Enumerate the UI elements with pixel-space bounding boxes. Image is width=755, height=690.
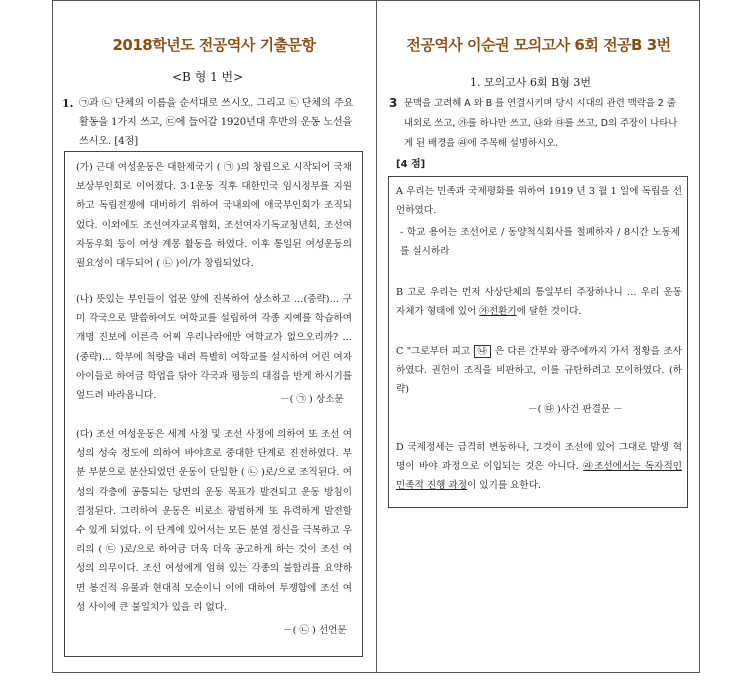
left-source-da: －( ㉡ ) 선언문 [283, 625, 347, 636]
right-passage-d-text: D 국제정세는 급격히 변동하나, 그것이 조선에 있어 그대로 발생 혁명이 바야 과정으로 이입되는 것은 아니다. [396, 442, 682, 473]
right-passage-b-end: 에 달한 것이다. [516, 306, 582, 318]
left-source-na: －( ㉠ ) 상소문 [280, 394, 344, 405]
right-panel-title: 전공역사 이순권 모의고사 6회 전공B 3번 [406, 36, 671, 54]
right-passage-a-slogans: - 학교 용어는 조선어로 / 동양척식회사를 철폐하자 / 8시간 노동제를 실시하라 [400, 227, 680, 258]
left-passage-da: (다) 조선 여성운동은 세계 사정 및 조선 사정에 의하여 또 조선 여성의 성숙 정도에 의하여 바야흐로 중대한 단계로 진전하였다. 부분 부분으로 분산되었던 운동이 단일한 ( ㉡ )로/으로 조직된다. 여성의 각층에 공통되는 당면의 운동 목표가 발견되고 운동 방침이 결정된다. 그리하여 운동은 비로소 광범하게 또 유력하게 발전할 수 있게 되었다. 이 단계에 있어서는 모든 분열 정신을 극복하고 우리의 ( ㉢ )로/으로 하여금 더욱 더욱 공고하게 하는 것이 조선 여성의 의무이다. 조선 여성에게 엄혀 있는 각종의 불합리를 요약하면 봉건적 유물과 현대적 모순이니 이에 대하여 투쟁함에 조선 여성 사이에 큰 불일치가 있을 리 없다. [76, 429, 352, 613]
right-passage-b [396, 283, 682, 321]
right-question-text: 문맥을 고려해 A 와 B 를 연결시키며 당시 시대의 관련 맥락을 2 줄 내외로 쓰고, ㉮를 하나만 쓰고, ㉯와 ㉰를 쓰고, D의 주장이 나타나게 된 배경을 ㉱에 주목해 설명하시오. [404, 98, 678, 149]
left-passage-na: (나) 뜻있는 부인들이 업문 앞에 진복하여 상소하고 …(중략)… 구미 각국으로 말씀하여도 여학교를 설립하여 각종 지예를 학습하여 개명 진보에 이른즉 어찌 우리나라에만 여학교가 없으오리까? …(중략)… 학부에 척량을 내려 특별히 여학교를 설시하여 어린 여자아이들로 하여금 학업을 닦아 각국과 평등의 대접을 반게 하시기를 엎드려 바라옵니다. [76, 294, 352, 402]
right-passage-b-underlined: ㉮전환기 [479, 306, 517, 318]
right-passage-c-blank-box: ㉯ [474, 345, 492, 358]
right-question-number: 3 [389, 96, 398, 110]
right-passage-d-underlined: ㉱조선에서는 독자적인 민족적 진행 과정 [396, 461, 682, 492]
left-question-text: ㉠과 ㉡ 단체의 이름을 순서대로 쓰시오. 그리고 ㉡ 단체의 주요 활동을 1가지 쓰고, ㉢에 들어갈 1920년대 후반의 운동 노선을 쓰시오. [4점] [79, 98, 354, 147]
right-passage-c-text: C "그로부터 피고 [396, 346, 474, 357]
right-subtitle: 1. 모의고사 6회 B형 3번 [470, 76, 591, 89]
left-question-number: 1. [62, 97, 74, 110]
left-panel-title: 2018학년도 전공역사 기출문항 [112, 36, 316, 54]
right-passage-c [396, 342, 682, 400]
right-passage-d [396, 438, 682, 496]
left-subtitle: <B 형 1 번> [172, 70, 244, 84]
right-passage-b-text: B 고로 우리는 먼저 사상단체의 통일부터 주장하나니 … 우리 운동 자체가 형태에 있어 [396, 287, 682, 318]
right-source-c: －( ㉰ )사건 판결문 － [528, 404, 623, 415]
right-passage-a: A 우리는 민족과 국제평화를 위하여 1919 년 3 월 1 일에 독립을 선언하였다. [396, 186, 682, 217]
right-passage-d-end: 이 있기를 요한다. [466, 480, 542, 492]
right-passage-c-end: 은 다른 간부와 광주에까지 가서 정황을 조사하였다. 권헌이 조직을 비판하고, 이를 규탄하려고 모이하였다. (하략) [396, 346, 682, 396]
panel-divider [376, 0, 377, 673]
left-passage-ga: (가) 근대 여성운동은 대한제국기 ( ㉠ )의 창립으로 시작되어 국채보상부인회로 이어졌다. 3·1운동 직후 대한민국 임시정부를 지원하고 독립전쟁에 대비하기 위하여 국내외에 애국부인회가 조직되었다. 이외에도 조선여자교육협회, 조선여자기독교청년회, 조선여자동우회 등이 여성 계몽 활동을 하였다. 이후 통일된 여성운동의 필요성이 대두되어 ( ㉡ )이/가 창립되었다. [76, 162, 352, 270]
right-points: [4 점] [396, 159, 426, 170]
